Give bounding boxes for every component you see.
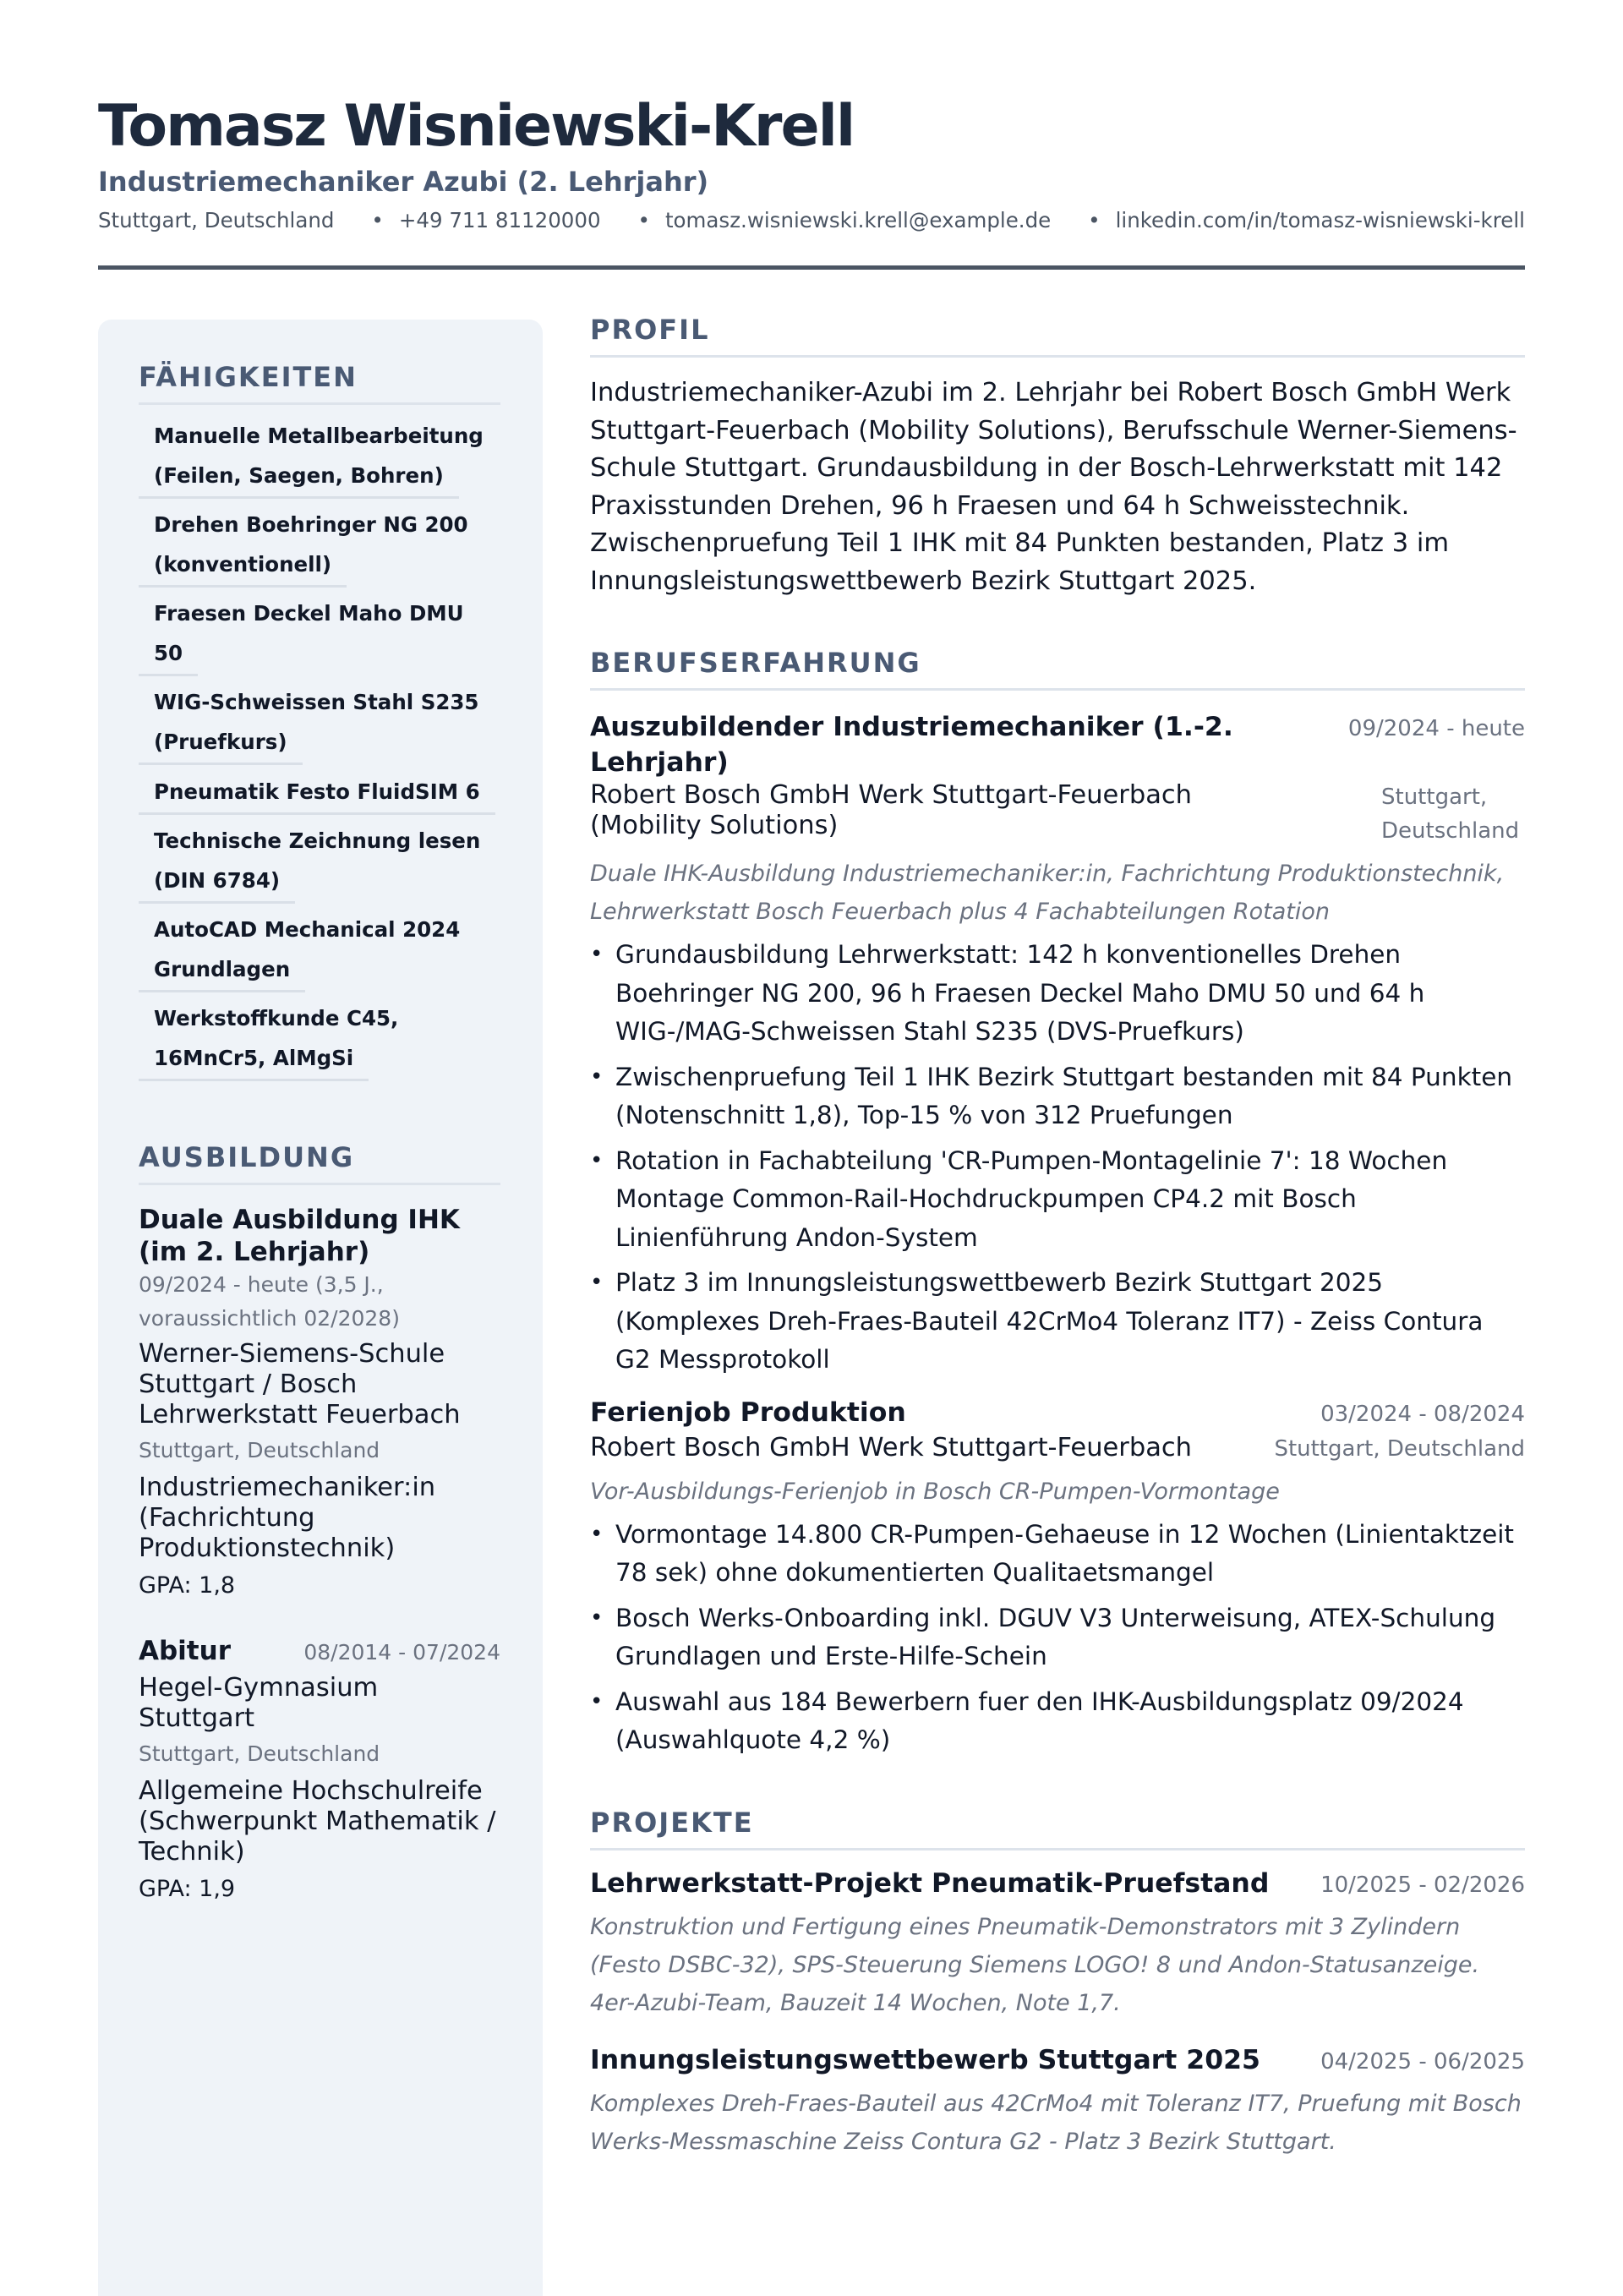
contact-phone-item: [371, 206, 600, 235]
skill-item: [139, 910, 500, 992]
job-bullet: • Auswahl aus 184 Bewerbern fuer den IHK-Ausbildungsplatz 09/2024 (Auswahlquote 4,2 %): [590, 1683, 1525, 1760]
skill-label: (konventionell): [139, 544, 347, 588]
education-entry: [139, 1635, 500, 1905]
education-school: Werner-Siemens-Schule Stuttgart / Bosch Lehrwerkstatt Feuerbach: [139, 1339, 461, 1430]
job-date: 03/2024 - 08/2024: [1320, 1401, 1525, 1427]
job-title: Ferienjob Produktion: [590, 1397, 906, 1428]
contact-linkedin-item: [1088, 206, 1525, 235]
job-company: Robert Bosch GmbH Werk Stuttgart-Feuerbach (Mobility Solutions): [590, 780, 1192, 840]
job-location: Stuttgart, Deutschland: [1274, 1435, 1525, 1462]
education-section: [139, 1140, 500, 1905]
separator-dot: •: [371, 208, 384, 232]
job-bullet: • Platz 3 im Innungsleistungswettbewerb Bezirk Stuttgart 2025 (Komplexes Dreh-Fraes-Bauteil 42CrMo4 Toleranz IT7) - Zeiss Contura G2 Messprotokoll: [590, 1264, 1525, 1380]
skill-label: Werkstoffkunde C45,: [154, 1006, 399, 1030]
header-divider: [98, 265, 1525, 270]
skill-item: [139, 999, 500, 1081]
job-description: Vor-Ausbildungs-Ferienjob in Bosch CR-Pumpen-Vormontage: [590, 1478, 1280, 1505]
contact-line: [98, 206, 1525, 235]
skills-list: [139, 417, 500, 1081]
project-title: Lehrwerkstatt-Projekt Pneumatik-Pruefstand: [590, 1867, 1270, 1899]
job-bullets: [590, 1516, 1525, 1760]
projects-heading: PROJEKTE: [590, 1806, 1525, 1850]
education-gpa: GPA: 1,9: [139, 1876, 236, 1902]
contact-email-item: [638, 206, 1052, 235]
skill-label: 16MnCr5, AlMgSi: [139, 1038, 369, 1081]
education-gpa: GPA: 1,8: [139, 1572, 236, 1599]
job-bullet: • Vormontage 14.800 CR-Pumpen-Gehaeuse in 12 Wochen (Linientaktzeit 78 sek) ohne dokumentierten Qualitaetsmangel: [590, 1516, 1525, 1593]
education-entry: [139, 1204, 500, 1601]
education-location: Stuttgart, Deutschland: [139, 1438, 380, 1462]
skill-item: [139, 683, 500, 765]
resume-header: [98, 91, 1525, 235]
job-bullet: • Rotation in Fachabteilung 'CR-Pumpen-Montagelinie 7': 18 Wochen Montage Common-Rail-Hochdruckpumpen CP4.2 mit Bosch Linienführung Andon-System: [590, 1142, 1525, 1258]
education-date: 09/2024 - heute (3,5 J., voraussichtlich 02/2028): [139, 1272, 400, 1331]
job-company: Robert Bosch GmbH Werk Stuttgart-Feuerbach: [590, 1432, 1192, 1462]
main-column: [590, 313, 1525, 2161]
project-date: 04/2025 - 06/2025: [1320, 2048, 1525, 2075]
skill-label: (Pruefkurs): [139, 722, 303, 765]
skill-label: 50: [139, 633, 198, 676]
job-bullet: • Zwischenpruefung Teil 1 IHK Bezirk Stuttgart bestanden mit 84 Punkten (Notenschnitt 1,8), Top-15 % von 312 Pruefungen: [590, 1058, 1525, 1135]
skill-label: Manuelle Metallbearbeitung: [154, 424, 484, 448]
candidate-name: Tomasz Wisniewski-Krell: [98, 93, 855, 160]
contact-location: Stuttgart, Deutschland: [98, 208, 335, 232]
sidebar: [98, 320, 543, 2296]
skill-item: [139, 506, 500, 588]
education-title: Abitur: [139, 1636, 231, 1666]
education-title: Duale Ausbildung IHK (im 2. Lehrjahr): [139, 1205, 460, 1267]
skill-item: [139, 417, 500, 499]
project-entry: [590, 1866, 1525, 2022]
projects-section: [590, 1806, 1525, 2161]
job-bullets: [590, 936, 1525, 1380]
project-date: 10/2025 - 02/2026: [1320, 1872, 1525, 1898]
skill-label: Pneumatik Festo FluidSIM 6: [139, 772, 495, 815]
contact-email[interactable]: tomasz.wisniewski.krell@example.de: [664, 208, 1052, 232]
project-description: Konstruktion und Fertigung eines Pneumatik-Demonstrators mit 3 Zylindern (Festo DSBC-32), SPS-Steuerung Siemens LOGO! 8 und Andon-Statusanzeige. 4er-Azubi-Team, Bauzeit 14 Wochen, Note 1,7.: [590, 1913, 1480, 2016]
skill-label: WIG-Schweissen Stahl S235: [154, 690, 479, 714]
education-degree: Allgemeine Hochschulreife (Schwerpunkt Mathematik / Technik): [139, 1776, 496, 1867]
education-date: 08/2014 - 07/2024: [303, 1640, 500, 1665]
experience-heading: BERUFSERFAHRUNG: [590, 646, 1525, 691]
project-entry: [590, 2042, 1525, 2161]
skill-label: Fraesen Deckel Maho DMU: [154, 601, 464, 626]
project-title: Innungsleistungswettbewerb Stuttgart 2025: [590, 2044, 1260, 2075]
contact-linkedin[interactable]: linkedin.com/in/tomasz-wisniewski-krell: [1115, 208, 1525, 232]
skills-heading: FÄHIGKEITEN: [139, 360, 500, 405]
contact-phone: +49 711 81120000: [398, 208, 601, 232]
skill-label: (DIN 6784): [139, 861, 295, 904]
skill-item: [139, 594, 500, 676]
skill-label: AutoCAD Mechanical 2024: [154, 917, 461, 942]
job-location: Stuttgart, Deutschland: [1381, 784, 1520, 844]
skill-label: Drehen Boehringer NG 200: [154, 512, 468, 537]
job-bullet: • Bosch Werks-Onboarding inkl. DGUV V3 Unterweisung, ATEX-Schulung Grundlagen und Erste-Hilfe-Schein: [590, 1599, 1525, 1676]
job-subtitle: Industriemechaniker Azubi (2. Lehrjahr): [98, 166, 709, 198]
job-entry: [590, 709, 1525, 1380]
skill-label: (Feilen, Saegen, Bohren): [139, 456, 459, 499]
education-location: Stuttgart, Deutschland: [139, 1741, 380, 1766]
job-description: Duale IHK-Ausbildung Industriemechaniker:in, Fachrichtung Produktionstechnik, Lehrwerkstatt Bosch Feuerbach plus 4 Fachabteilungen Rotation: [590, 861, 1505, 925]
job-entry: [590, 1395, 1525, 1760]
job-title: Auszubildender Industriemechaniker (1.-2. Lehrjahr): [590, 712, 1233, 778]
skill-item: [139, 822, 500, 904]
job-bullet: • Grundausbildung Lehrwerkstatt: 142 h konventionelles Drehen Boehringer NG 200, 96 h Fraesen Deckel Maho DMU 50 und 64 h WIG-/MAG-Schweissen Stahl S235 (DVS-Pruefkurs): [590, 936, 1525, 1052]
education-heading: AUSBILDUNG: [139, 1140, 500, 1185]
skill-item: [139, 772, 500, 815]
profile-heading: PROFIL: [590, 313, 1525, 358]
separator-dot: •: [637, 208, 650, 232]
skill-label: Grundlagen: [139, 949, 305, 992]
separator-dot: •: [1088, 208, 1101, 232]
job-date: 09/2024 - heute: [1347, 716, 1525, 741]
project-description: Komplexes Dreh-Fraes-Bauteil aus 42CrMo4 mit Toleranz IT7, Pruefung mit Bosch Werks-Messmaschine Zeiss Contura G2 - Platz 3 Bezirk Stuttgart.: [590, 2090, 1522, 2155]
profile-section: [590, 313, 1525, 600]
skill-label: Technische Zeichnung lesen: [154, 828, 481, 853]
profile-text: Industriemechaniker-Azubi im 2. Lehrjahr bei Robert Bosch GmbH Werk Stuttgart-Feuerbach (Mobility Solutions), Berufsschule Werner-Siemens-Schule Stuttgart. Grundausbildung in der Bosch-Lehrwerkstatt mit 142 Praxisstunden Drehen, 96 h Fraesen und 64 h Schweisstechnik. Zwischenpruefung Teil 1 IHK mit 84 Punkten bestanden, Platz 3 im Innungsleistungswettbewerb Bezirk Stuttgart 2025.: [590, 378, 1517, 596]
education-degree: Industriemechaniker:in (Fachrichtung Produktionstechnik): [139, 1473, 436, 1563]
education-school: Hegel-Gymnasium Stuttgart: [139, 1673, 379, 1733]
experience-section: [590, 646, 1525, 1760]
